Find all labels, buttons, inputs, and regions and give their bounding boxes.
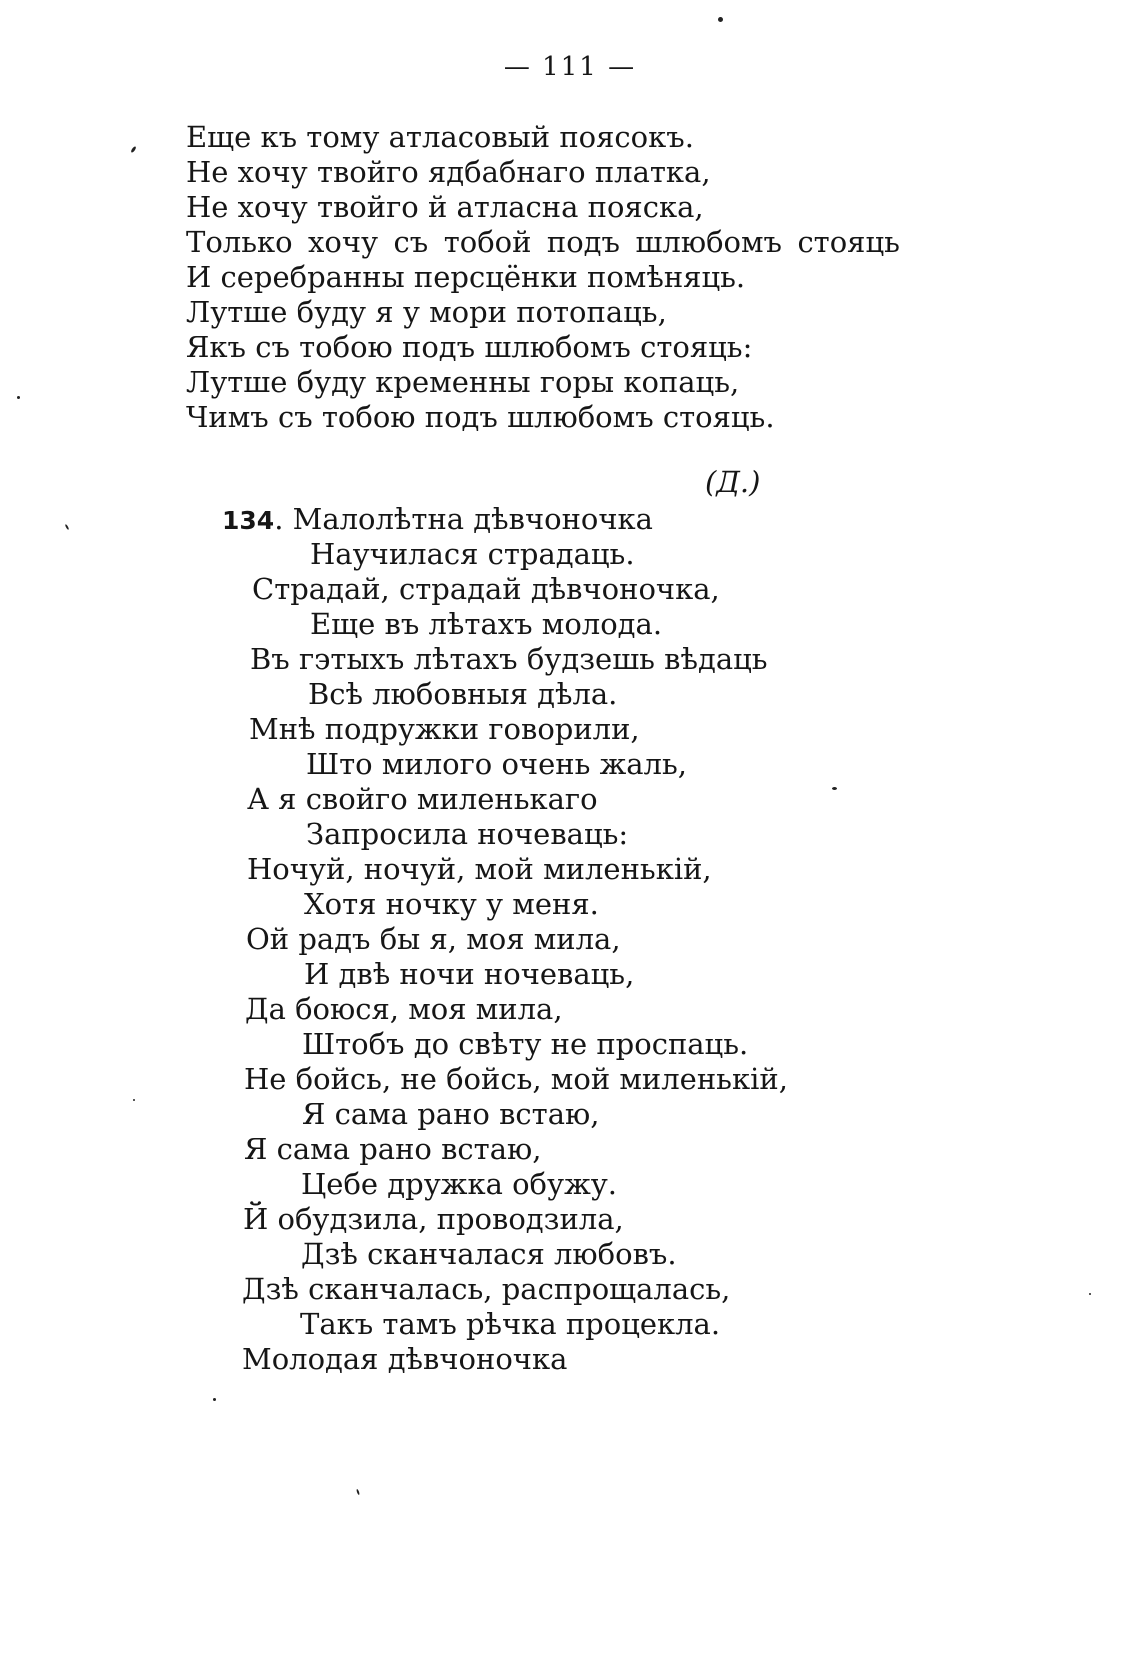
verse-line: Страдай, страдай дѣвчоночка, [252,572,720,606]
song-number: 134 [222,506,275,535]
verse-word: шлюбомъ [635,225,782,259]
verse-word: хочу [308,225,379,259]
verse-line: Дзѣ сканчалась, распрощалась, [242,1272,731,1306]
song-first-line: Малолѣтна дѣвчоночка [292,502,653,536]
verse-line-indented: Такъ тамъ рѣчка процекла. [300,1307,721,1341]
verse-line: Не хочу твойго й атласна пояска, [186,190,704,224]
scan-speck [718,17,723,22]
verse-line-indented: Хотя ночку у меня. [304,887,599,921]
verse-line-indented: Всѣ любовныя дѣла. [308,677,618,711]
verse-line-indented: И двѣ ночи ночеваць, [304,957,635,991]
verse-line: Въ гэтыхъ лѣтахъ будзешь вѣдаць [250,642,768,676]
verse-word: подъ [546,225,620,259]
verse-line: Чимъ съ тобою подъ шлюбомъ стояць. [186,400,775,434]
verse-line: Ой радъ бы я, моя мила, [246,922,621,956]
verse-line: Ночуй, ночуй, мой миленькій, [247,852,712,886]
verse-line: Лутше буду кременны горы копаць, [186,365,740,399]
scan-speck [65,524,70,530]
song-heading-line [222,502,653,536]
scan-speck [1089,1293,1091,1295]
verse-word: тобой [443,225,532,259]
verse-line: Якъ съ тобою подъ шлюбомъ стояць: [186,330,753,364]
page-number: — 111 — [503,52,637,82]
scan-speck [130,146,136,153]
verse-line-indented: Я сама рано встаю, [302,1097,600,1131]
verse-line-indented: Цебе дружка обужу. [301,1167,618,1201]
verse-line-indented: Што милого очень жаль, [306,747,687,781]
verse-line: Й обудзила, проводзила, [243,1202,624,1236]
verse-word: Только [186,225,293,259]
verse-line-indented: Научилася страдаць. [310,537,635,571]
verse-line: Еще къ тому атласовый поясокъ. [186,120,694,154]
scan-speck [356,1489,360,1495]
scan-speck [17,396,20,399]
verse-line-justified [186,225,900,259]
song-number-dot: . [274,502,293,536]
scan-speck [133,1099,135,1101]
scan-speck [832,787,837,790]
scan-speck [213,1398,216,1401]
verse-line-indented: Еще въ лѣтахъ молода. [310,607,663,641]
verse-line-indented: Запросила ночеваць: [306,817,629,851]
verse-line: Не бойсь, не бойсь, мой миленькій, [244,1062,788,1096]
verse-line: И серебранны персцёнки помѣняць. [186,260,746,294]
verse-word: съ [393,225,429,259]
verse-word: стояць [797,225,900,259]
source-attribution: (Д.) [705,465,761,499]
verse-line: Мнѣ подружки говорили, [249,712,640,746]
verse-line: Не хочу твойго ядбабнаго платка, [186,155,711,189]
verse-line: Молодая дѣвчоночка [242,1342,568,1376]
verse-line-indented: Штобъ до свѣту не проспаць. [302,1027,749,1061]
verse-line: А я свойго миленькаго [247,782,598,816]
verse-line-indented: Дзѣ сканчалася любовъ. [301,1237,677,1271]
verse-line: Лутше буду я у мори потопаць, [186,295,667,329]
verse-line: Да боюся, моя мила, [245,992,563,1026]
verse-line: Я сама рано встаю, [244,1132,542,1166]
